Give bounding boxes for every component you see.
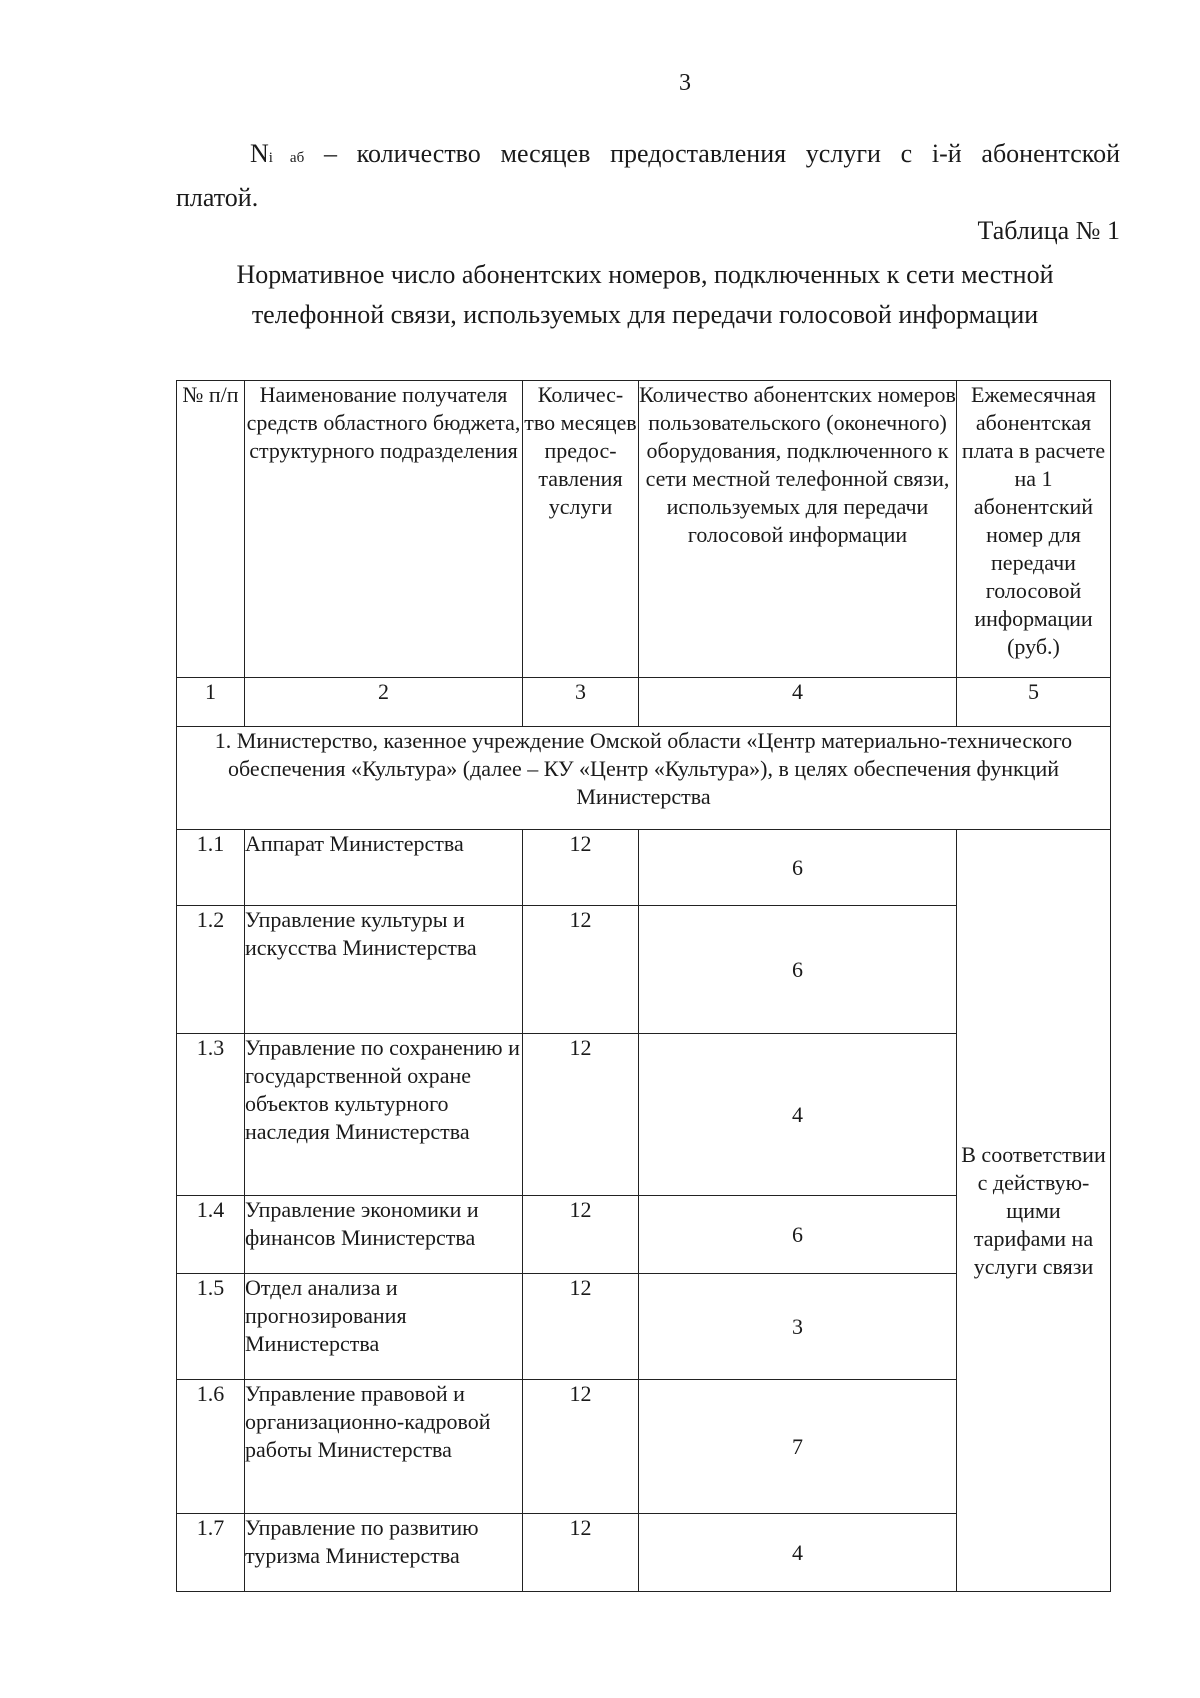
table-title-line-1: Нормативное число абонентских номеров, подключенных к сети местной — [236, 260, 1054, 289]
table-row — [177, 830, 1111, 906]
row-number: 1.1 — [177, 830, 245, 906]
row-number: 1.5 — [177, 1274, 245, 1380]
column-number: 4 — [639, 678, 957, 727]
row-number: 1.3 — [177, 1034, 245, 1196]
row-name: Отдел анализа и прогнозирования Министерства — [245, 1274, 523, 1380]
header-number: № п/п — [177, 381, 245, 678]
table-title-line-2: телефонной связи, используемых для передачи голосовой информации — [251, 300, 1039, 329]
row-count: 6 — [639, 906, 957, 1034]
table-header-row — [177, 381, 1111, 678]
norms-table — [176, 380, 1111, 1592]
intro-line-2: платой. — [176, 183, 259, 212]
row-months: 12 — [523, 1514, 639, 1592]
row-months: 12 — [523, 1196, 639, 1274]
intro-subscript: i аб — [268, 150, 305, 166]
row-count: 4 — [639, 1034, 957, 1196]
row-name: Управление экономики и финансов Министерства — [245, 1196, 523, 1274]
intro-line-1 — [176, 134, 1120, 178]
row-name: Аппарат Министерства — [245, 830, 523, 906]
section-row — [177, 727, 1111, 830]
header-monthly-fee: Ежемесячная абонентская плата в расчете на 1 абонентский номер для передачи голосовой информации (руб.) — [957, 381, 1111, 678]
row-number: 1.7 — [177, 1514, 245, 1592]
row-name: Управление по сохранению и государственной охране объектов культурного наследия Министерства — [245, 1034, 523, 1196]
column-number: 1 — [177, 678, 245, 727]
table-label: Таблица № 1 — [977, 216, 1120, 245]
row-name: Управление правовой и организационно-кадровой работы Министерства — [245, 1380, 523, 1514]
row-number: 1.6 — [177, 1380, 245, 1514]
intro-text: – количество месяцев предоставления услуги с i-й абонентской — [304, 139, 1120, 168]
table-title — [160, 255, 1130, 335]
column-number: 3 — [523, 678, 639, 727]
row-number: 1.2 — [177, 906, 245, 1034]
column-number: 2 — [245, 678, 523, 727]
row-count: 3 — [639, 1274, 957, 1380]
row-count: 7 — [639, 1380, 957, 1514]
section-title: 1. Министерство, казенное учреждение Омской области «Центр материально-технического обеспечения «Культура» (далее – КУ «Центр «Культура»), в целях обеспечения функций Министерства — [177, 727, 1111, 830]
row-name: Управление по развитию туризма Министерства — [245, 1514, 523, 1592]
row-months: 12 — [523, 1380, 639, 1514]
column-numbers-row — [177, 678, 1111, 727]
page-number: 3 — [679, 70, 691, 96]
intro-symbol: N — [250, 139, 269, 168]
row-count: 6 — [639, 1196, 957, 1274]
header-recipient: Наименование получателя средств областного бюджета, структурного подразделения — [245, 381, 523, 678]
row-months: 12 — [523, 1034, 639, 1196]
row-name: Управление культуры и искусства Министерства — [245, 906, 523, 1034]
row-months: 12 — [523, 1274, 639, 1380]
fee-cell: В соответствии с действую-щими тарифами на услуги связи — [957, 830, 1111, 1592]
row-months: 12 — [523, 906, 639, 1034]
column-number: 5 — [957, 678, 1111, 727]
row-count: 6 — [639, 830, 957, 906]
intro-paragraph — [176, 134, 1120, 218]
header-subscriber-count: Количество абонентских номеров пользовательского (оконечного) оборудования, подключенного к сети местной телефонной связи, используемых для передачи голосовой информации — [639, 381, 957, 678]
header-months: Количес-тво месяцев предос-тавления услуги — [523, 381, 639, 678]
row-number: 1.4 — [177, 1196, 245, 1274]
row-months: 12 — [523, 830, 639, 906]
row-count: 4 — [639, 1514, 957, 1592]
